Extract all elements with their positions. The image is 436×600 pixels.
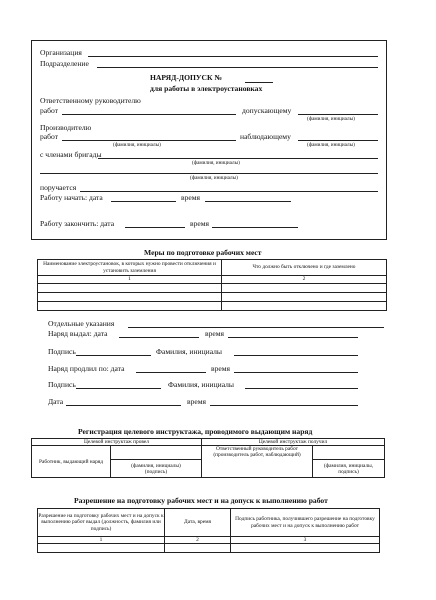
responsible-label-2: работ: [40, 106, 59, 115]
briefing-received-header: Целевой инструктаж получил: [202, 439, 385, 446]
briefing-issuer-label: Работник, выдающий наряд: [32, 446, 111, 478]
measures-col2-num: 2: [222, 276, 387, 284]
measures-cell[interactable]: [222, 302, 387, 311]
finish-time-label: время: [190, 219, 210, 228]
start-time-label: время: [181, 193, 201, 202]
measures-cell[interactable]: [222, 293, 387, 302]
briefing-issuer-hints[interactable]: [111, 460, 202, 478]
issued-time-label: время: [205, 329, 225, 338]
observer-fio-hint: (фамилия, инициалы): [307, 142, 355, 148]
start-date-line[interactable]: [111, 201, 176, 202]
extended-date-line[interactable]: [136, 372, 206, 373]
admitter-line[interactable]: [298, 114, 378, 115]
producer-line[interactable]: [62, 140, 236, 141]
permission-cell[interactable]: [231, 544, 380, 553]
issued-sign-line[interactable]: [76, 355, 151, 356]
extended-fio-line[interactable]: [245, 388, 358, 389]
briefing-leader-hint-cell[interactable]: [313, 460, 385, 478]
issuer-sign-hint: (подпись): [144, 468, 168, 475]
start-time-line[interactable]: [205, 201, 291, 202]
order-number-line[interactable]: [245, 82, 273, 83]
department-line[interactable]: [97, 67, 378, 68]
briefing-conducted-header: Целевой инструктаж провел: [32, 439, 202, 446]
assigned-label: поручается: [40, 183, 77, 192]
admitter-fio-hint: (фамилия, инициалы): [307, 116, 355, 122]
permission-cell[interactable]: [165, 544, 231, 553]
brigade-fio-hint-2: (фамилия, инициалы): [190, 175, 238, 181]
organization-line[interactable]: [88, 56, 378, 57]
responsible-line[interactable]: [62, 114, 236, 115]
finish-time-line[interactable]: [212, 227, 298, 228]
measures-col1-header: Наименование электроустановок, в которых нужно провести отключения и установить заземления: [38, 260, 222, 276]
issued-sign-label: Подпись: [48, 347, 76, 356]
leader-fio-sign-hint: (фамилия, инициалы, подпись): [323, 462, 374, 475]
measures-cell[interactable]: [38, 293, 222, 302]
brigade-line-2[interactable]: [40, 173, 378, 174]
extended-date-label: Наряд продлил по: дата: [48, 364, 125, 373]
brigade-label: с членами бригады: [40, 150, 102, 159]
measures-col2-header: Что должно быть отключено и где заземлено: [222, 260, 387, 276]
measures-title: Меры по подготовке рабочих мест: [144, 248, 262, 257]
extended-time-label: время: [211, 364, 231, 373]
measures-col1-num: 1: [38, 276, 222, 284]
final-time-label: время: [187, 397, 207, 406]
measures-cell[interactable]: [38, 284, 222, 293]
briefing-leader-sign-cell[interactable]: [313, 446, 385, 460]
measures-table: [37, 259, 387, 311]
permission-col3-header: Подпись работника, получившего разрешение на подготовку рабочих мест и на допуск к выполнению работ: [231, 509, 380, 537]
briefing-leader-label: Ответственный руководитель работ (производитель работ, наблюдающий): [202, 446, 313, 478]
issued-fio-label: Фамилия, инициалы: [156, 347, 223, 356]
producer-label-2: работ: [40, 132, 59, 141]
extended-sign-line[interactable]: [76, 388, 161, 389]
briefing-issuer-fio-cell[interactable]: [111, 446, 202, 460]
observer-label: наблюдающему: [240, 132, 291, 141]
final-date-label: Дата: [48, 397, 64, 406]
issuer-fio-hint: (фамилия, инициалы): [131, 462, 181, 469]
issued-time-line[interactable]: [228, 337, 358, 338]
form-title: [150, 74, 222, 82]
extended-sign-label: Подпись: [48, 380, 76, 389]
department-label: Подразделение: [40, 59, 89, 68]
briefing-table: [31, 438, 385, 478]
start-date-label: Работу начать: дата: [40, 193, 103, 202]
measures-cell[interactable]: [38, 302, 222, 311]
permission-col1-header: Разрешение на подготовку рабочих мест и на допуск к выполнению работ выдал (должность, фамилия или подпись): [38, 509, 165, 537]
final-date-line[interactable]: [66, 405, 181, 406]
responsible-label-1: Ответственному руководителю: [40, 96, 141, 105]
issued-fio-line[interactable]: [234, 355, 358, 356]
permission-table: [37, 508, 380, 553]
measures-cell[interactable]: [222, 284, 387, 293]
permission-cell[interactable]: [38, 544, 165, 553]
finish-date-line[interactable]: [125, 227, 185, 228]
assigned-line[interactable]: [80, 191, 378, 192]
special-instructions-line[interactable]: [128, 327, 384, 328]
admitter-label: допускающему: [242, 106, 292, 115]
producer-label-1: Производителю: [40, 123, 92, 132]
extended-time-line[interactable]: [234, 372, 358, 373]
final-time-line[interactable]: [210, 405, 358, 406]
permission-title: Разрешение на подготовку рабочих мест и на допуск к выполнению работ: [74, 496, 328, 505]
form-title-text: НАРЯД-ДОПУСК №: [150, 73, 223, 82]
brigade-line-1[interactable]: [98, 158, 378, 159]
special-instructions-label: Отдельные указания: [48, 319, 115, 328]
permission-col1-num: 1: [38, 537, 165, 544]
form-subtitle: для работы в электроустановках: [150, 84, 263, 93]
extended-fio-label: Фамилия, инициалы: [168, 380, 235, 389]
observer-line[interactable]: [298, 140, 378, 141]
finish-date-label: Работу закончить: дата: [40, 219, 115, 228]
producer-fio-hint: (фамилия, инициалы): [113, 142, 161, 148]
issued-date-label: Наряд выдал: дата: [48, 329, 108, 338]
permission-col2-num: 2: [165, 537, 231, 544]
permission-col2-header: Дата, время: [165, 509, 231, 537]
issued-date-line[interactable]: [119, 337, 199, 338]
brigade-fio-hint-1: (фамилия, инициалы): [192, 160, 240, 166]
briefing-title: Регистрация целевого инструктажа, проводимого выдающим наряд: [78, 427, 313, 436]
organization-label: Организация: [40, 48, 82, 57]
permission-col3-num: 3: [231, 537, 380, 544]
